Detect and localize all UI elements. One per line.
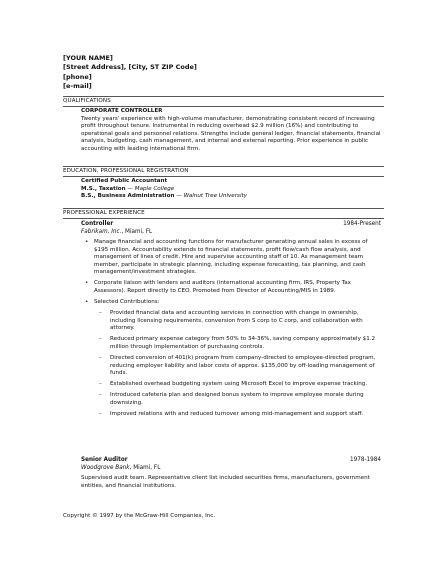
dash-icon: – xyxy=(99,410,102,417)
dash-icon: – xyxy=(99,310,102,317)
list-item xyxy=(94,355,380,378)
job-header xyxy=(81,221,381,228)
phone-number: [phone] xyxy=(63,72,92,81)
job-employer xyxy=(81,229,381,236)
job-title: Controller xyxy=(81,221,114,227)
applicant-name: [YOUR NAME] xyxy=(63,54,113,62)
education-degree: B.S., Business Administration xyxy=(81,193,175,200)
list-item xyxy=(94,381,380,389)
education-separator: — xyxy=(174,193,184,200)
bullet-icon: • xyxy=(85,239,89,245)
job-details xyxy=(84,239,380,422)
education-item xyxy=(81,178,381,186)
email-address: [e-mail] xyxy=(63,81,92,90)
section-divider xyxy=(63,208,384,209)
contribution-text: Directed conversion of 401(k) program from company-directed to employee-directed program, reducing employer liability and labor costs of approx. $135,000 by off-loading management of funds. xyxy=(110,355,376,377)
dash-icon: – xyxy=(99,381,102,388)
contribution-text: Provided financial data and accounting services in connection with change in ownership, including licensing requirements, conversion from S corp to C corp, and collaboration with attorney. xyxy=(110,310,363,332)
job-summary-text: Supervised audit team. Representative client list included securities firms, manufacturers, government entities, and financial institutions. xyxy=(81,475,370,489)
education-item xyxy=(81,186,381,194)
education-list xyxy=(81,178,381,201)
education-school: Walnut Tree University xyxy=(183,193,248,200)
bullet-icon: • xyxy=(85,280,89,287)
duty-text: Corporate liaison with lenders and auditors (international accounting firm, IRS, Property Tax Assessors). Report directly to CEO. Promoted from Director of Accounting/MIS in 1989. xyxy=(94,280,351,295)
contact-header xyxy=(63,54,197,91)
job-title: Senior Auditor xyxy=(81,457,128,463)
education-degree: Certified Public Accountant xyxy=(81,178,168,184)
list-item xyxy=(94,336,380,351)
street-address: [Street Address], [City, ST ZIP Code] xyxy=(63,63,197,72)
qualifications-body xyxy=(81,108,381,154)
list-item xyxy=(94,310,380,333)
contribution-text: Improved relations with and reduced turnover among mid-management and support staff. xyxy=(110,410,364,417)
qualifications-heading: QUALIFICATIONS xyxy=(63,98,384,107)
list-item xyxy=(84,280,380,295)
company-name: Fabrikam, Inc. xyxy=(81,229,122,235)
job-dates: 1984-Present xyxy=(343,221,381,227)
list-item xyxy=(84,299,380,418)
education-school: Maple College xyxy=(134,185,175,192)
contribution-text: Established overhead budgeting system using Microsoft Excel to improve expense tracking. xyxy=(110,381,368,388)
job-dates: 1978-1984 xyxy=(349,457,381,463)
contribution-text: Reduced primary expense category from 50% to 34-36%, saving company approximately $1.2 million through implementation of purchasing controls. xyxy=(110,336,376,351)
company-location: , Miami, FL xyxy=(121,229,153,235)
section-divider xyxy=(63,166,384,167)
education-item xyxy=(81,193,381,201)
education-separator: — xyxy=(125,185,135,192)
list-item xyxy=(94,392,380,407)
bullet-icon: • xyxy=(85,299,89,306)
dash-icon: – xyxy=(99,355,102,361)
education-heading: EDUCATION, PROFESSIONAL REGISTRATION xyxy=(63,168,384,177)
qualifications-title: CORPORATE CONTROLLER xyxy=(81,108,163,114)
experience-heading: PROFESSIONAL EXPERIENCE xyxy=(63,210,384,219)
job-header xyxy=(81,457,381,464)
contributions-label: Selected Contributions: xyxy=(94,299,160,306)
dash-icon: – xyxy=(99,392,102,399)
job-employer xyxy=(81,465,381,472)
company-location: , Miami, FL xyxy=(129,465,161,471)
education-degree: M.S., Taxation xyxy=(81,185,126,192)
job-summary xyxy=(81,475,381,490)
copyright-notice: Copyright © 1997 by the McGraw-Hill Companies, Inc. xyxy=(63,513,216,519)
duty-text: Manage financial and accounting functions for manufacturer generating annual sales in excess of $195 million. Accountability extends to financial statements, profit flow/cash flow analysis, and management of lines of credit. Hire and supervise accounting staff of 10. As management team member, participate in strategic planning, including expense forecasting, tax planning, and cash management/investment strategies. xyxy=(94,239,368,276)
section-divider xyxy=(63,96,384,97)
dash-icon: – xyxy=(99,336,102,343)
contribution-text: Introduced cafeteria plan and designed bonus system to improve employee morale during downsizing. xyxy=(110,392,364,406)
qualifications-summary: Twenty years' experience with high-volume manufacturer, demonstrating consistent record of increasing profit throughout tenure. Instrumental in reducing overhead $2.9 million (16%) and contributing to operational goals and personnel relations. Strengths include general ledger, financial statements, financial analysis, budgeting, cash management, and internal and external reporting. Prior experience in public accounting with leading international firm. xyxy=(81,115,381,152)
list-item xyxy=(94,411,380,419)
list-item xyxy=(84,239,380,277)
company-name: Woodgrove Bank xyxy=(81,465,130,471)
